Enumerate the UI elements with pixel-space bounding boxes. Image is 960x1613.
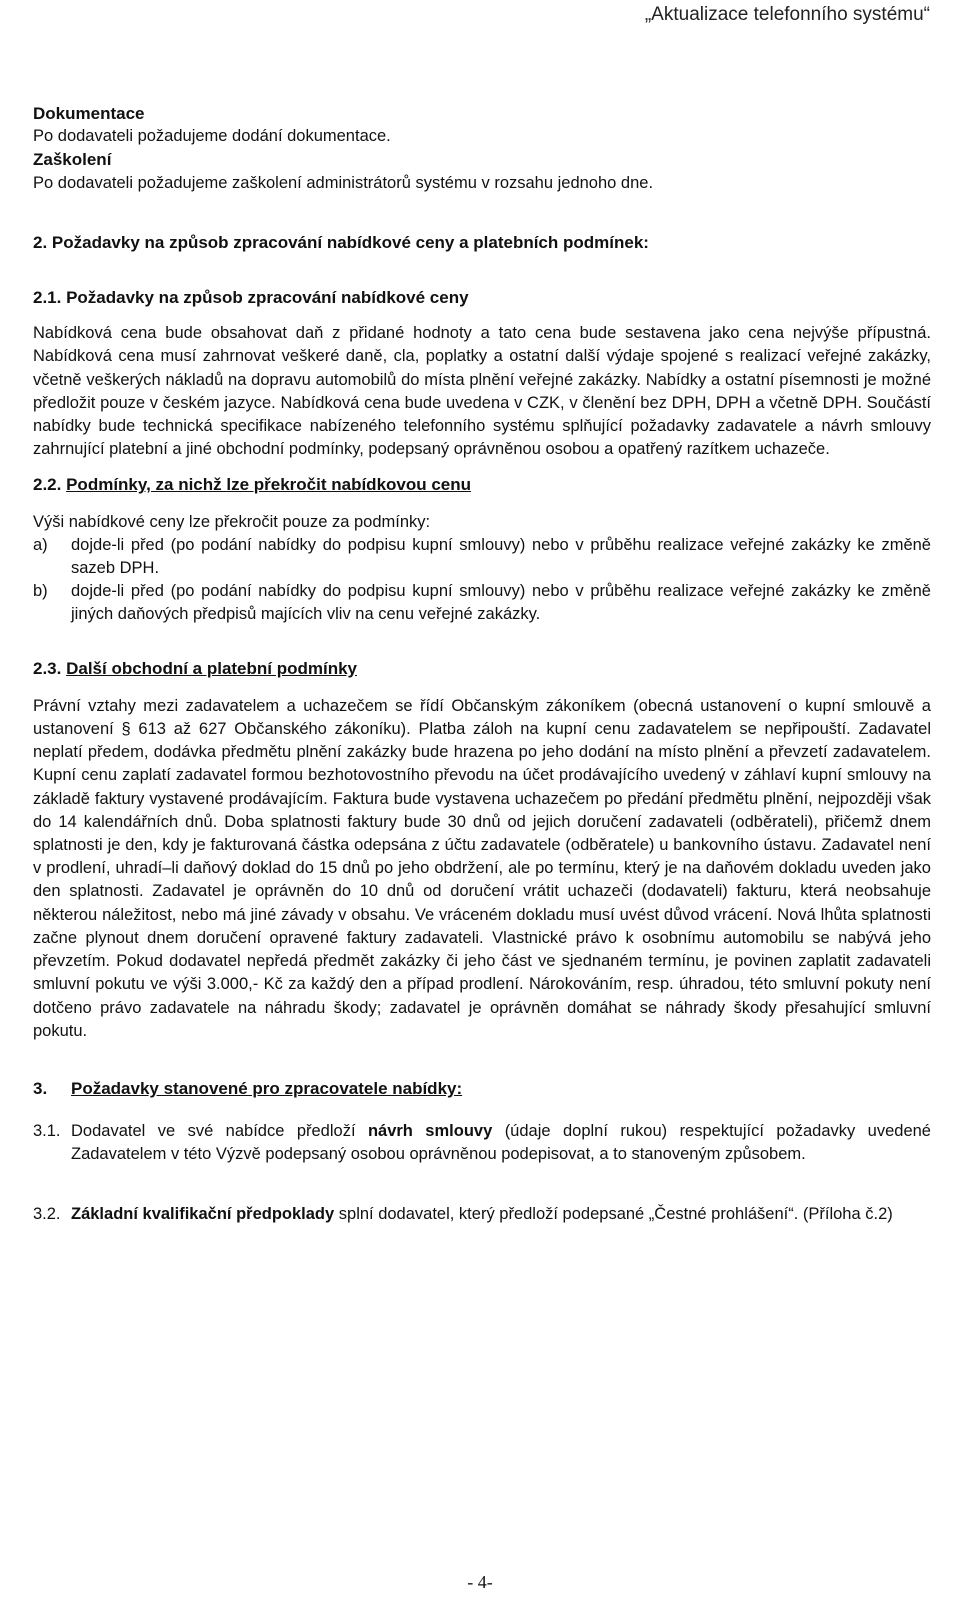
section-2-2-intro: Výši nabídkové ceny lze překročit pouze za podmínky: <box>33 512 431 531</box>
section-3-number: 3. <box>33 1078 48 1098</box>
dokumentace-heading: Dokumentace <box>33 104 145 123</box>
section-2-3-text: Právní vztahy mezi zadavatelem a uchazečem se řídí Občanským zákoníkem (obecná ustanovení o kupní smlouvě a ustanovení § 613 až 627 Občanského zákoníku). Platba záloh na kupní cenu zadavatelem se nepřipouští. Zadavatel neplatí předem, dodávka předmětu plnění zakázky bude hrazena po jeho dodání na místo plnění a převzetí zadavatelem. Kupní cenu zaplatí zadavatel formou bezhotovostního převodu na účet prodávajícího uvedený v záhlaví kupní smlouvy na základě faktury vystavené prodávajícím. Faktura bude vystavena uchazečem po předání předmětu plnění, nejpozději však do 14 kalendářních dnů. Doba splatnosti faktury bude 30 dnů od jejich doručení zadavateli (odběrateli), přičemž dnem splatnosti je den, kdy je fakturovaná částka odepsána z účtu zadavatele (odběratele) u bankovního ústavu. Zadavatel není v prodlení, uhradí–li daňový doklad do 15 dnů po jeho obdržení, ale po termínu, který je na daňovém dokladu uveden jako den splatnosti. Zadavatel je oprávněn do 10 dnů od doručení vrátit uchazeči (dodavateli) fakturu, která neobsahuje některou náležitost, nebo má jiné závady v obsahu. Ve vráceném dokladu musí uvést důvod vrácení. Nová lhůta splatnosti začne plynout dnem doručení opravené faktury zadavateli. Vlastnické právo k osobnímu automobilu se nabývá jeho převzetím. Pokud dodavatel nepředá předmět zakázky či jeho část ve sjednaném termínu, je povinen zaplatit zadavateli smluvní pokutu ve výši 3.000,- Kč za každý den a případ prodlení. Nárokováním, resp. úhradou, této smluvní pokuty není dotčeno právo zadavatele na náhradu škody; zadavatel je oprávněn domáhat se náhrady škody přesahující smluvní pokutu. <box>33 696 931 1040</box>
list-item <box>33 580 931 626</box>
document-header-title: „Aktualizace telefonního systému“ <box>644 4 930 25</box>
section-2-2-heading <box>33 473 931 496</box>
section-2-3-title: Další obchodní a platební podmínky <box>66 658 358 678</box>
section-3-title: Požadavky stanovené pro zpracovatele nabídky: <box>71 1078 463 1098</box>
section-2-1-heading: 2.1. Požadavky na způsob zpracování nabídkové ceny <box>33 288 469 308</box>
section-3-1-item <box>33 1120 931 1166</box>
list-item <box>33 534 931 580</box>
section-3-2-number: 3.2. <box>33 1204 61 1223</box>
section-3-2-text: Základní kvalifikační předpoklady splní dodavatel, který předloží podepsané „Čestné prohlášení“. (Příloha č.2) <box>71 1204 893 1223</box>
skoleni-text: Po dodavateli požadujeme zaškolení administrátorů systému v rozsahu jednoho dne. <box>33 173 654 192</box>
section-2-1-text: Nabídková cena bude obsahovat daň z přidané hodnoty a tato cena bude sestavena jako cena nejvýše přípustná. Nabídková cena musí zahrnovat veškeré daně, cla, poplatky a ostatní další výdaje spojené s realizací veřejné zakázky, včetně veškerých nákladů na dopravu automobilů do místa plnění veřejné zakázky. Nabídky a ostatní písemnosti je možné předložit pouze v českém jazyce. Nabídková cena bude uvedena v CZK, v členění bez DPH, DPH a včetně DPH. Součástí nabídky bude technická specifikace nabízeného telefonního systému splňující požadavky zadavatele a návrh smlouvy zahrnující platební a jiné obchodní podmínky, podepsaný oprávněnou osobou a opatřený razítkem uchazeče. <box>33 324 931 459</box>
section-2-2-number: 2.2. <box>33 475 62 495</box>
list-item-text: dojde-li před (po podání nabídky do podpisu kupní smlouvy) nebo v průběhu realizace veřejné zakázky ke změně sazeb DPH. <box>71 535 931 578</box>
section-3-1-text: Dodavatel ve své nabídce předloží návrh smlouvy (údaje doplní rukou) respektující požadavky uvedené Zadavatelem v této Výzvě podepsaný osobou oprávněnou podepisovat, a to stanoveným způsobem. <box>71 1122 931 1164</box>
list-item-text: dojde-li před (po podání nabídky do podpisu kupní smlouvy) nebo v průběhu realizace veřejné zakázky ke změně jiných daňových předpisů majících vliv na cenu veřejné zakázky. <box>71 582 931 624</box>
section-3-2-item <box>33 1203 931 1226</box>
section-2-heading: 2. Požadavky na způsob zpracování nabídkové ceny a platebních podmínek: <box>33 232 649 252</box>
section-3-1-number: 3.1. <box>33 1122 61 1141</box>
list-item-label: b) <box>33 582 48 601</box>
section-3-heading <box>33 1077 931 1100</box>
section-2-3-number: 2.3. <box>33 658 62 678</box>
section-2-2-title: Podmínky, za nichž lze překročit nabídkovou cenu <box>66 475 472 495</box>
dokumentace-text: Po dodavateli požadujeme dodání dokumentace. <box>33 127 391 146</box>
document-body <box>33 102 931 1226</box>
section-2-3-heading <box>33 657 931 680</box>
skoleni-heading: Zaškolení <box>33 150 112 170</box>
page-number: - 4- <box>467 1572 493 1592</box>
list-item-label: a) <box>33 535 48 554</box>
